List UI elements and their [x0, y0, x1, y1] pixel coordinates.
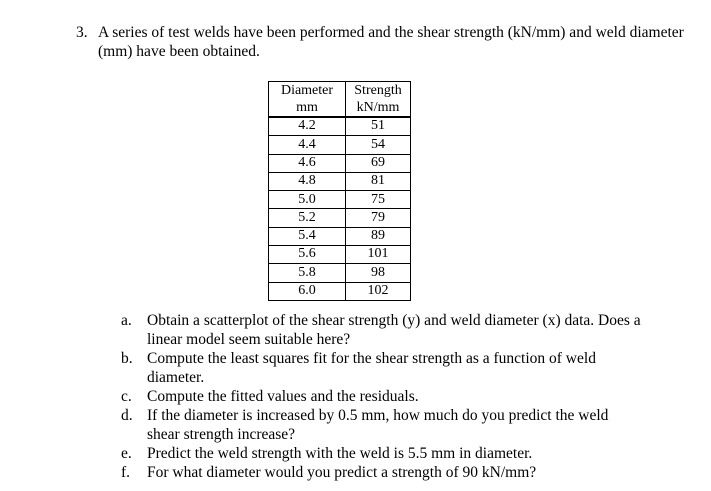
- header-strength: Strength: [346, 82, 411, 100]
- question-letter: d.: [121, 407, 133, 424]
- question-text: Predict the weld strength with the weld is 5.5 mm in diameter.: [147, 445, 533, 462]
- diameter-cell: 4.6: [269, 154, 346, 172]
- diameter-cell: 5.6: [269, 246, 346, 264]
- diameter-cell: 4.8: [269, 172, 346, 190]
- question-b: [121, 349, 641, 387]
- question-letter: a.: [121, 312, 132, 329]
- table-row: [269, 136, 411, 154]
- problem-number: 3.: [76, 24, 88, 41]
- data-table: [268, 81, 411, 301]
- question-c: [121, 387, 641, 406]
- question-letter: e.: [121, 445, 132, 462]
- question-text: Obtain a scatterplot of the shear strength (y) and weld diameter (x) data. Does a linear model seem suitable here?: [147, 312, 641, 348]
- question-text: If the diameter is increased by 0.5 mm, how much do you predict the weld shear strength increase?: [147, 407, 609, 443]
- table-row: [269, 209, 411, 227]
- strength-cell: 98: [346, 264, 411, 282]
- strength-cell: 51: [346, 117, 411, 136]
- question-d: [121, 406, 641, 444]
- question-letter: c.: [121, 388, 132, 405]
- diameter-cell: 5.2: [269, 209, 346, 227]
- question-text: For what diameter would you predict a strength of 90 kN/mm?: [147, 464, 537, 481]
- question-list: [121, 311, 641, 482]
- strength-cell: 89: [346, 227, 411, 245]
- strength-cell: 75: [346, 191, 411, 209]
- question-f: [121, 463, 641, 482]
- table-row: [269, 191, 411, 209]
- question-a: [121, 311, 641, 349]
- diameter-cell: 4.4: [269, 136, 346, 154]
- table-row: [269, 154, 411, 172]
- problem-text: A series of test welds have been performed and the shear strength (kN/mm) and weld diameter (mm) have been obtained.: [98, 24, 684, 60]
- table-row: [269, 172, 411, 190]
- question-e: [121, 444, 641, 463]
- unit-diameter: mm: [269, 100, 346, 118]
- problem-statement: [76, 23, 686, 61]
- unit-strength: kN/mm: [346, 100, 411, 118]
- question-letter: f.: [121, 464, 131, 481]
- table-row: [269, 117, 411, 136]
- question-text: Compute the fitted values and the residuals.: [147, 388, 419, 405]
- table-header-row: [269, 82, 411, 100]
- table-units-row: [269, 100, 411, 118]
- strength-cell: 79: [346, 209, 411, 227]
- question-text: Compute the least squares fit for the shear strength as a function of weld diameter.: [147, 350, 596, 386]
- strength-cell: 102: [346, 282, 411, 300]
- diameter-cell: 5.0: [269, 191, 346, 209]
- table-row: [269, 264, 411, 282]
- question-letter: b.: [121, 350, 133, 367]
- diameter-cell: 4.2: [269, 117, 346, 136]
- strength-cell: 101: [346, 246, 411, 264]
- header-diameter: Diameter: [269, 82, 346, 100]
- table-row: [269, 227, 411, 245]
- table-row: [269, 282, 411, 300]
- diameter-cell: 5.4: [269, 227, 346, 245]
- diameter-cell: 6.0: [269, 282, 346, 300]
- strength-cell: 54: [346, 136, 411, 154]
- table-row: [269, 246, 411, 264]
- strength-cell: 69: [346, 154, 411, 172]
- strength-cell: 81: [346, 172, 411, 190]
- diameter-cell: 5.8: [269, 264, 346, 282]
